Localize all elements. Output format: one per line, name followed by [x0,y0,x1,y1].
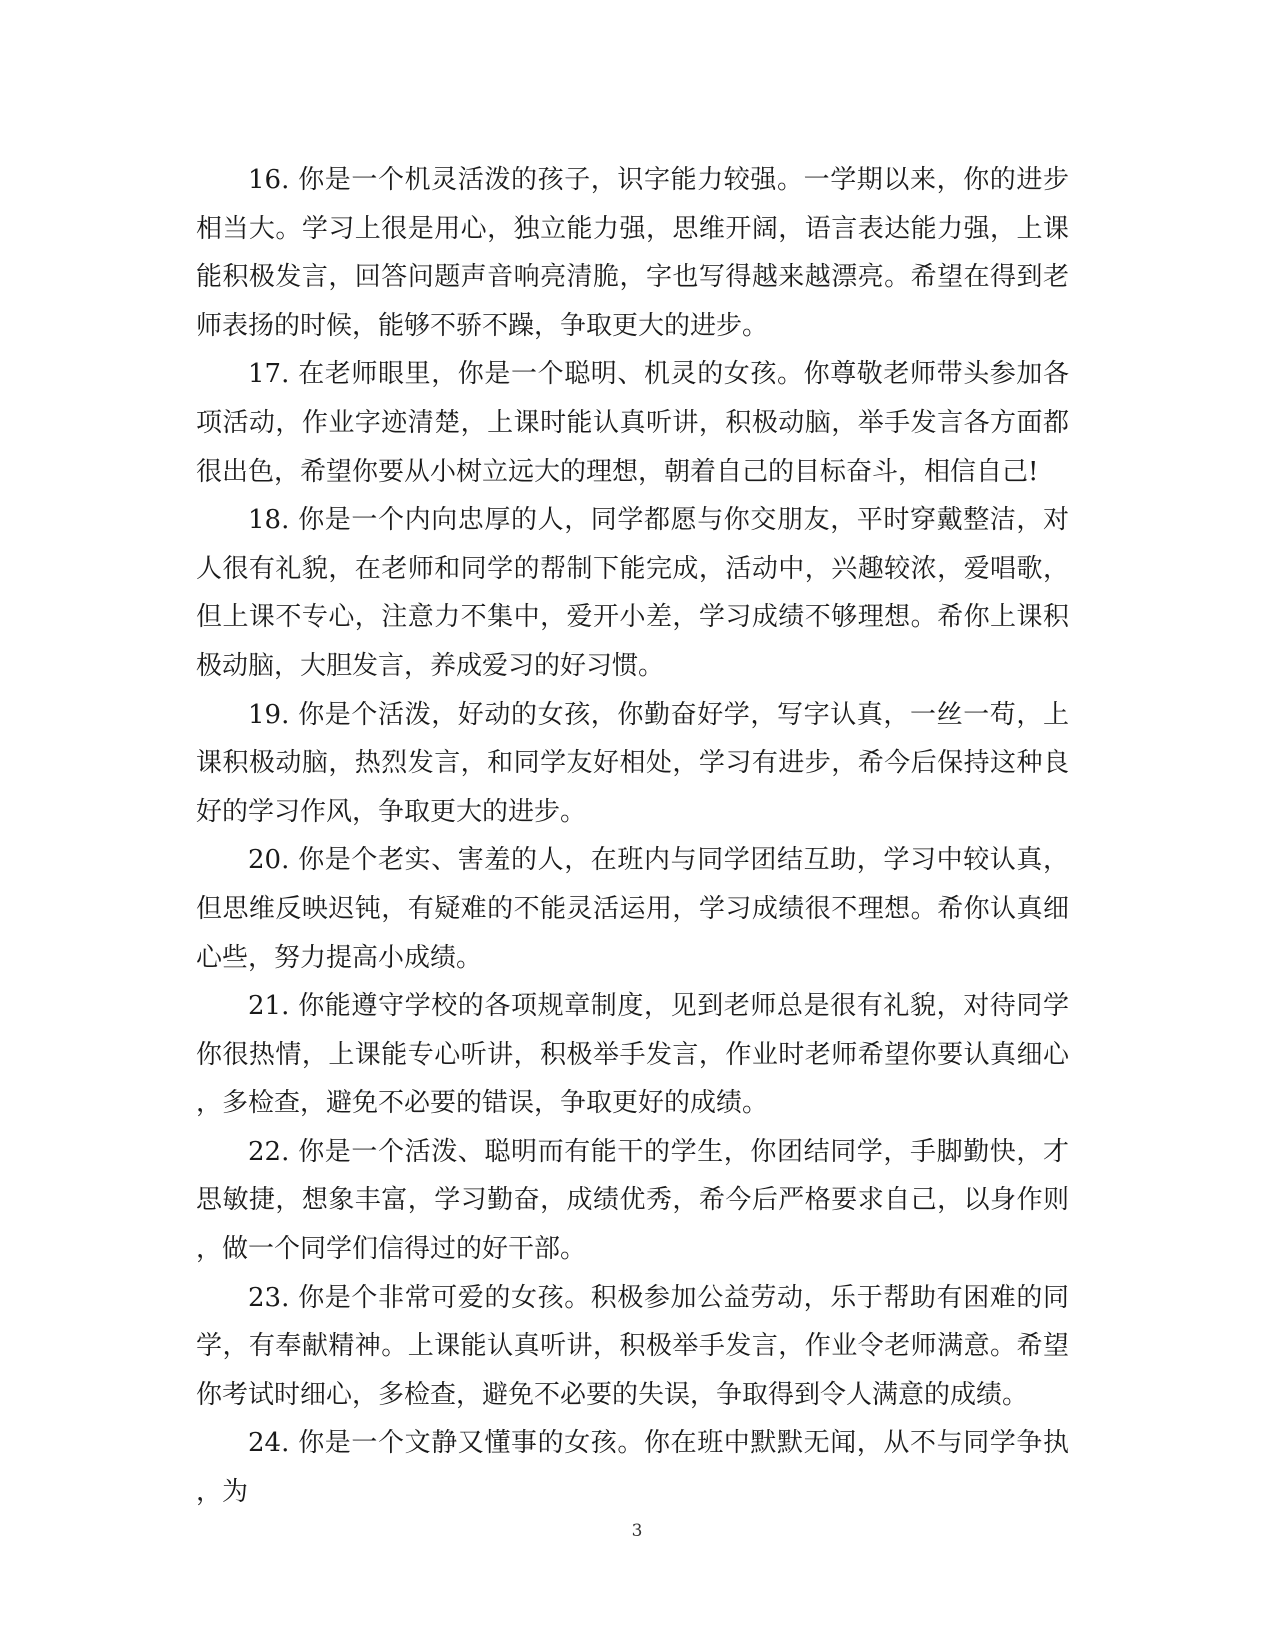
paragraph-16: 16. 你是一个机灵活泼的孩子，识字能力较强。一学期以来，你的进步相当大。学习上很是用心，独立能力强，思维开阔，语言表达能力强，上课能积极发言，回答问题声音响亮清脆，字也写得越来越漂亮。希望在得到老师表扬的时候，能够不骄不躁，争取更大的进步。 [196,165,1069,341]
paragraph-18: 18. 你是一个内向忠厚的人，同学都愿与你交朋友，平时穿戴整洁，对人很有礼貌，在老师和同学的帮制下能完成，活动中，兴趣较浓，爱唱歌，但上课不专心，注意力不集中，爱开小差，学习成绩不够理想。希你上课积极动脑，大胆发言，养成爱习的好习惯。 [196,505,1069,681]
paragraph-19: 19. 你是个活泼，好动的女孩，你勤奋好学，写字认真，一丝一苟，上课积极动脑，热烈发言，和同学友好相处，学习有进步，希今后保持这种良好的学习作风，争取更大的进步。 [196,699,1069,827]
paragraph-23: 23. 你是个非常可爱的女孩。积极参加公益劳动，乐于帮助有困难的同学，有奉献精神。上课能认真听讲，积极举手发言，作业令老师满意。希望你考试时细心，多检查，避免不必要的失误，争取得到令人满意的成绩。 [196,1282,1069,1410]
paragraph-22: 22. 你是一个活泼、聪明而有能干的学生，你团结同学，手脚勤快，才思敏捷，想象丰富，学习勤奋，成绩优秀，希今后严格要求自己，以身作则，做一个同学们信得过的好干部。 [196,1136,1069,1265]
page-number: 3 [631,1521,643,1541]
paragraph-17: 17. 在老师眼里，你是一个聪明、机灵的女孩。你尊敬老师带头参加各项活动，作业字迹清楚，上课时能认真听讲，积极动脑，举手发言各方面都很出色，希望你要从小树立远大的理想，朝着自己的目标奋斗，相信自己! [196,359,1069,487]
paragraph-24: 24. 你是一个文静又懂事的女孩。你在班中默默无闻，从不与同学争执，为 [196,1428,1069,1508]
paragraph-20: 20. 你是个老实、害羞的人，在班内与同学团结互助，学习中较认真，但思维反映迟钝，有疑难的不能灵活运用，学习成绩很不理想。希你认真细心些，努力提高小成绩。 [196,845,1069,973]
paragraph-21: 21. 你能遵守学校的各项规章制度，见到老师总是很有礼貌，对待同学你很热情，上课能专心听讲，积极举手发言，作业时老师希望你要认真细心，多检查，避免不必要的错误，争取更好的成绩。 [196,991,1069,1119]
document-body [196,156,1069,1517]
